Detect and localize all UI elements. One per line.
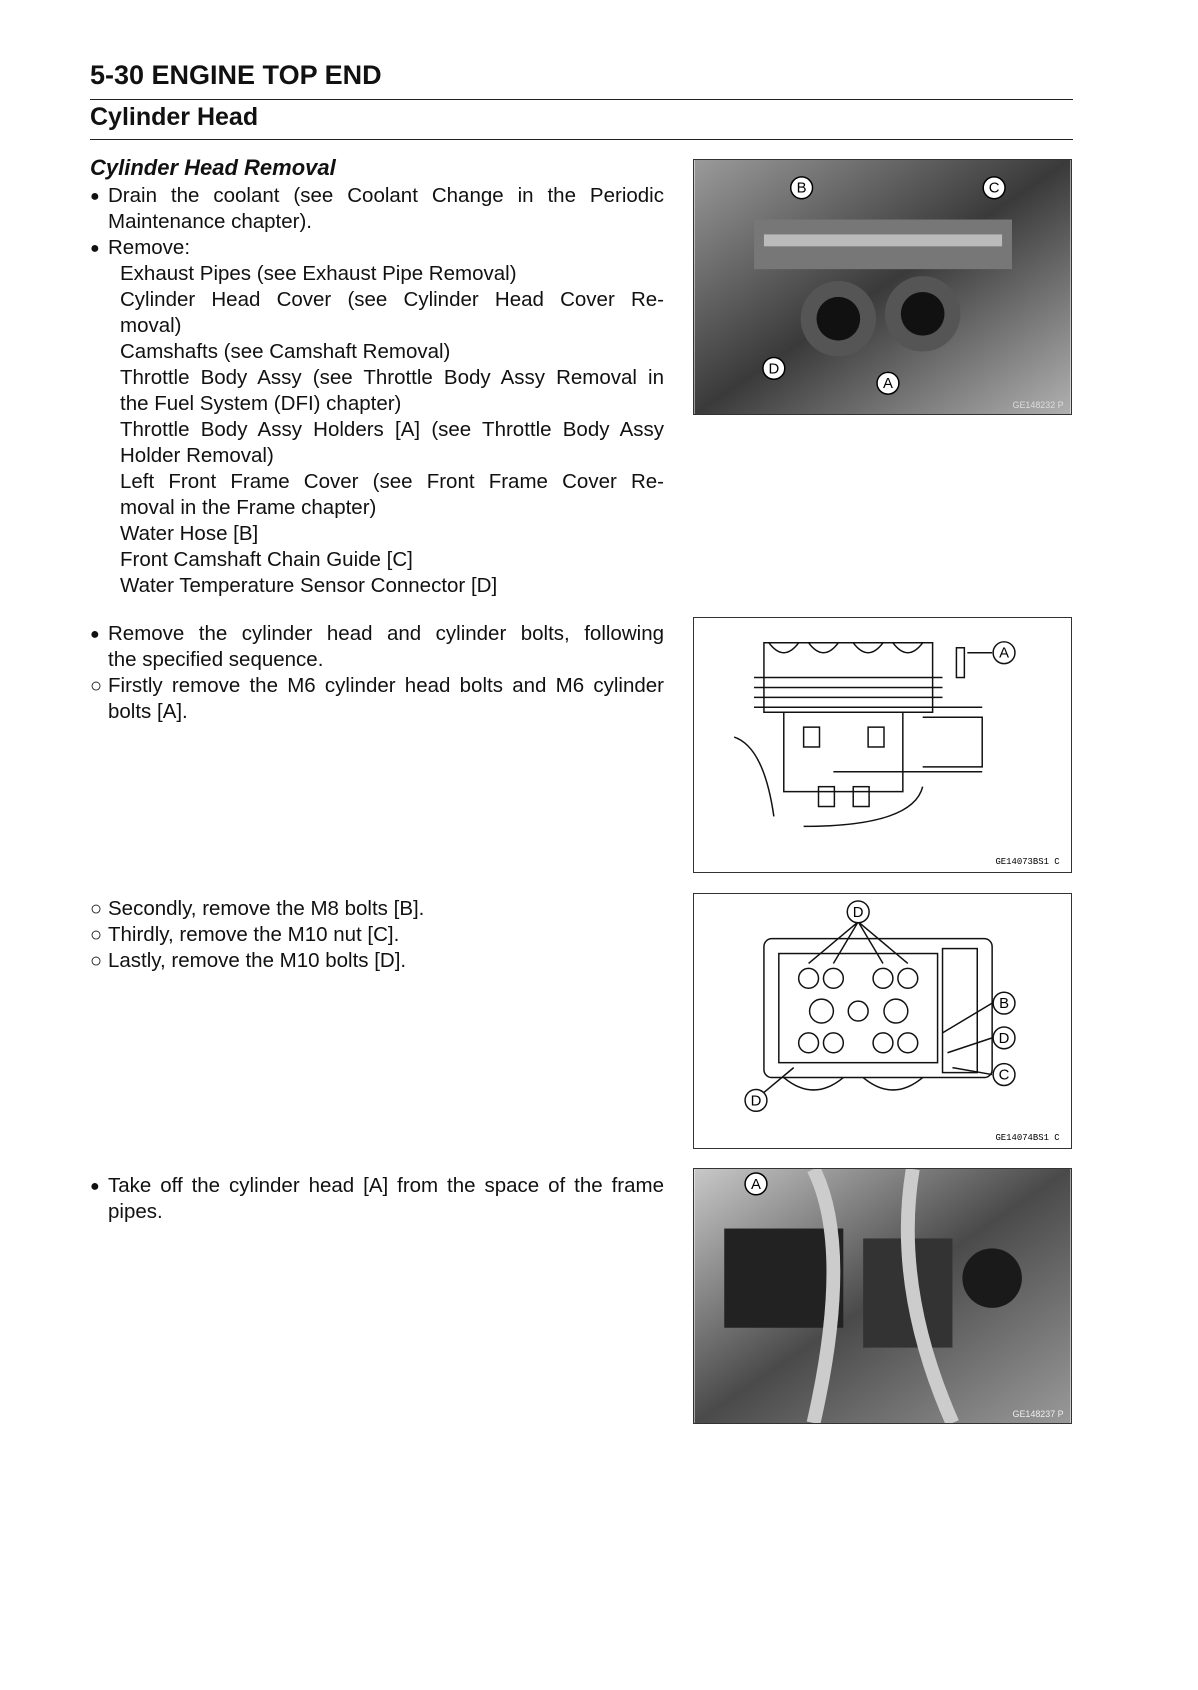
- remove-item: Water Hose [B]: [120, 522, 259, 545]
- step-text: Thirdly, remove the M10 nut [C].: [108, 923, 400, 946]
- remove-item: Throttle Body Assy (see Throttle Body Assy Removal in: [120, 366, 664, 389]
- step-text: Secondly, remove the M8 bolts [B].: [108, 897, 425, 920]
- step-text: Remove:: [108, 236, 191, 259]
- figure-engine-photo: [693, 159, 1072, 415]
- step-text: Firstly remove the M6 cylinder head bolts and M6 cylinder: [108, 674, 664, 697]
- step-text: Take off the cylinder head [A] from the space of the frame: [108, 1174, 664, 1197]
- remove-item: Exhaust Pipes (see Exhaust Pipe Removal): [120, 262, 517, 285]
- remove-item: Throttle Body Assy Holders [A] (see Throttle Body Assy: [120, 418, 664, 441]
- callout-b: B: [796, 180, 807, 197]
- remove-item: Front Camshaft Chain Guide [C]: [120, 548, 413, 571]
- callout-d: D: [768, 361, 780, 378]
- step-text: Remove the cylinder head and cylinder bolts, following: [108, 622, 664, 645]
- sub-bullet: ○: [90, 675, 103, 697]
- remove-item: Holder Removal): [120, 444, 274, 467]
- figure-code: GE148237 P: [1012, 1409, 1064, 1420]
- sub-bullet: ○: [90, 950, 103, 972]
- callout-d: D: [750, 1093, 762, 1110]
- step-text: bolts [A].: [108, 700, 188, 723]
- figure-cylinder-top-drawing: [693, 893, 1072, 1149]
- remove-item: moval): [120, 314, 182, 337]
- callout-a: A: [751, 1176, 761, 1193]
- step-text: Lastly, remove the M10 bolts [D].: [108, 949, 407, 972]
- figure-cylinder-side-drawing: [693, 617, 1072, 873]
- callout-c: C: [988, 180, 1000, 197]
- step-text: Drain the coolant (see Coolant Change in the Periodic: [108, 184, 664, 207]
- bullet: ●: [90, 188, 100, 205]
- sub-bullet: ○: [90, 924, 103, 946]
- figure-head-removal-photo: [693, 1168, 1072, 1424]
- remove-item: moval in the Frame chapter): [120, 496, 377, 519]
- callout-a: A: [999, 645, 1010, 662]
- bullet: ●: [90, 1178, 100, 1195]
- callout-d: D: [998, 1030, 1010, 1047]
- step-text: pipes.: [108, 1200, 163, 1223]
- subsection-heading: Cylinder Head Removal: [90, 155, 336, 180]
- remove-item: the Fuel System (DFI) chapter): [120, 392, 402, 415]
- remove-item: Camshafts (see Camshaft Removal): [120, 340, 451, 363]
- bullet: ●: [90, 626, 100, 643]
- step-text: the specified sequence.: [108, 648, 324, 671]
- remove-item: Cylinder Head Cover (see Cylinder Head Cover Re-: [120, 288, 664, 311]
- bullet: ●: [90, 240, 100, 257]
- step-text: Maintenance chapter).: [108, 210, 312, 233]
- figure-code: GE14074BS1 C: [995, 1133, 1060, 1144]
- divider: [90, 99, 1073, 100]
- callout-c: C: [998, 1067, 1010, 1084]
- section-heading: Cylinder Head: [90, 103, 259, 131]
- figure-code: GE148232 P: [1012, 400, 1064, 411]
- remove-item: Left Front Frame Cover (see Front Frame Cover Re-: [120, 470, 664, 493]
- callout-d: D: [852, 904, 864, 921]
- callout-b: B: [999, 996, 1010, 1013]
- callout-a: A: [882, 376, 893, 393]
- sub-bullet: ○: [90, 898, 103, 920]
- page-title: 5-30 ENGINE TOP END: [90, 60, 382, 90]
- remove-item: Water Temperature Sensor Connector [D]: [120, 574, 498, 597]
- figure-code: GE14073BS1 C: [995, 857, 1060, 868]
- divider: [90, 139, 1073, 140]
